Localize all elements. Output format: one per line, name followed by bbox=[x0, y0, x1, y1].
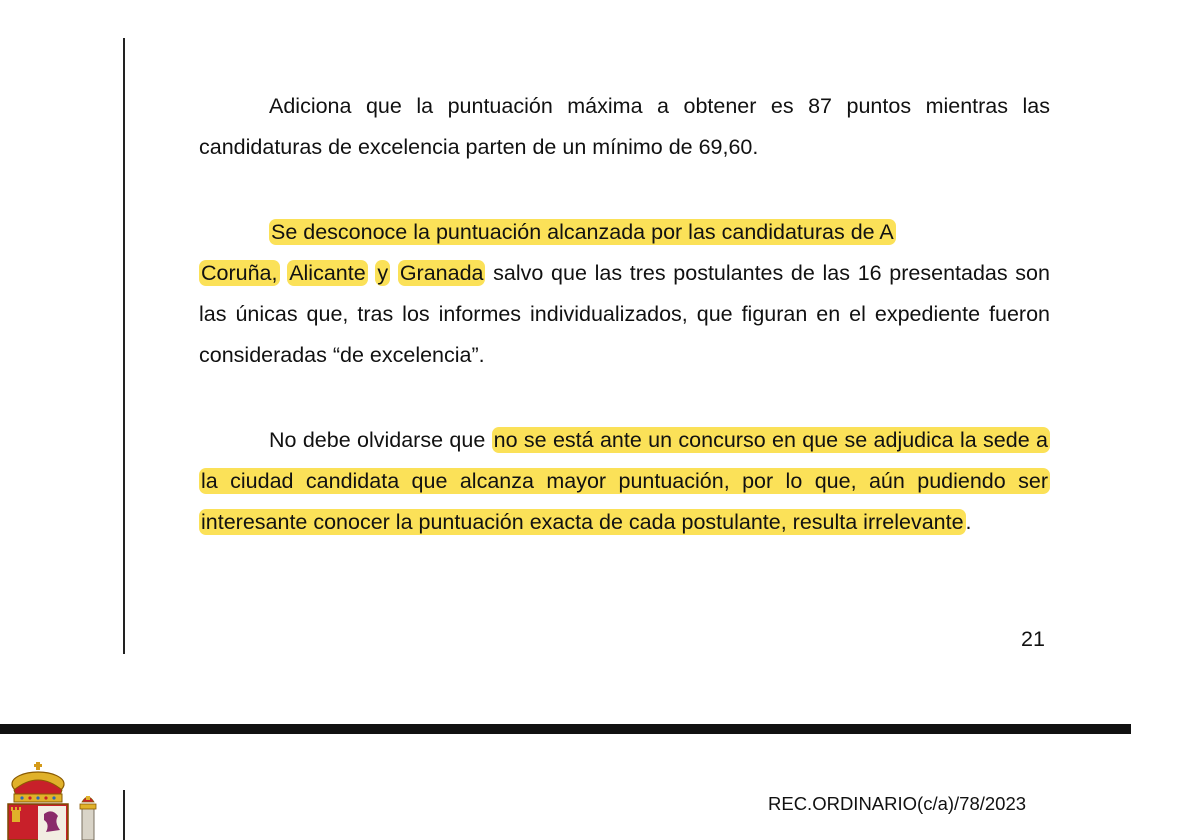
highlight-y: y bbox=[377, 261, 389, 285]
highlight-granada: Granada bbox=[399, 261, 484, 285]
page-separator bbox=[0, 724, 1131, 734]
case-reference: REC.ORDINARIO(c/a)/78/2023 bbox=[768, 793, 1027, 814]
paragraph-1-text: Adiciona que la puntuación máxima a obtener es 87 puntos mientras las candidaturas de excelencia parten de un mínimo de 69,60. bbox=[199, 94, 1050, 159]
paragraph-3-end: . bbox=[965, 510, 972, 534]
page-number: 21 bbox=[1021, 627, 1045, 651]
left-margin-rule-top bbox=[123, 38, 125, 654]
highlight-unknown-scores: Se desconoce la puntuación alcanzada por las candidaturas de A bbox=[271, 220, 894, 244]
highlight-alicante: Alicante bbox=[289, 261, 366, 285]
highlight-coruna: Coruña, bbox=[201, 261, 278, 285]
spain-coat-of-arms-icon bbox=[0, 760, 100, 840]
paragraph-max-score bbox=[199, 86, 1050, 168]
paragraph-unknown-scores bbox=[199, 212, 1050, 376]
left-margin-rule-bottom bbox=[123, 790, 125, 840]
paragraph-2-rest: salvo que las tres postulantes de las 16 presentadas son las únicas que, tras los informes individualizados, que figuran en el expediente fueron consideradas “de excelencia”. bbox=[199, 261, 1050, 367]
highlight-irrelevant-score: no se está ante un concurso en que se adjudica la sede a la ciudad candidata que alcanza mayor puntuación, por lo que, aún pudiendo ser interesante conocer la puntuación exacta de cada postulante, resulta irrelevante bbox=[201, 428, 1048, 534]
paragraph-3-intro: No debe olvidarse que bbox=[269, 428, 486, 452]
paragraph-not-a-contest bbox=[199, 420, 1050, 543]
